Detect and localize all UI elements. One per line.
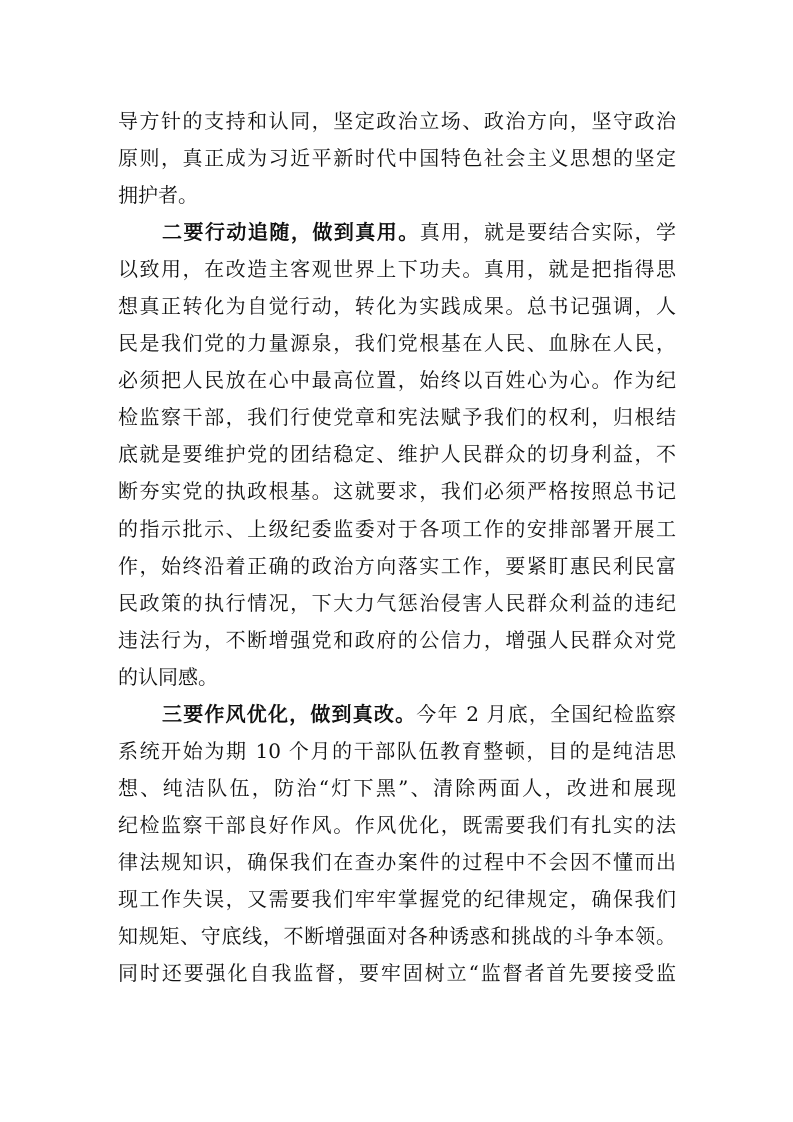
text-line [118, 844, 676, 881]
line-text: 拥护者。 [118, 183, 198, 208]
text-line [118, 585, 676, 622]
paragraph [118, 103, 676, 214]
line-text: 民政策的执行情况，下大力气惩治侵害人民群众利益的违纪 [118, 590, 676, 615]
text-line [118, 881, 676, 918]
line-text: 底就是要维护党的团结稳定、维护人民群众的切身利益，不 [118, 442, 676, 467]
text-line [118, 770, 676, 807]
line-text: 纪检监察干部良好作风。作风优化，既需要我们有扎实的法 [118, 812, 676, 837]
text-line [118, 214, 676, 251]
line-text: 想、纯洁队伍，防治“灯下黑”、清除两面人，改进和展现 [118, 775, 676, 800]
line-text: 律法规知识，确保我们在查办案件的过程中不会因不懂而出 [118, 849, 676, 874]
line-text: 导方针的支持和认同，坚定政治立场、政治方向，坚守政治 [118, 109, 676, 133]
line-text: 以致用，在改造主客观世界上下功夫。真用，就是把指得思 [118, 257, 676, 282]
line-text: 必须把人民放在心中最高位置，始终以百姓心为心。作为纪 [118, 368, 676, 393]
line-text: 知规矩、守底线，不断增强面对各种诱惑和挑战的斗争本领。 [118, 924, 676, 949]
text-line [118, 177, 676, 214]
line-text: 现工作失误，又需要我们牢牢掌握党的纪律规定，确保我们 [118, 886, 676, 911]
text-line [118, 807, 676, 844]
text-line [118, 511, 676, 548]
line-text: 原则，真正成为习近平新时代中国特色社会主义思想的坚定 [118, 146, 676, 171]
text-line [118, 362, 676, 399]
text-line [118, 955, 676, 992]
line-text: 作，始终沿着正确的政治方向落实工作，要紧盯惠民利民富 [118, 553, 676, 578]
text-line [118, 399, 676, 436]
text-line [118, 251, 676, 288]
text-line [118, 436, 676, 473]
text-line [118, 140, 676, 177]
text-line [118, 918, 676, 955]
text-line [118, 696, 676, 733]
text-line [118, 325, 676, 362]
text-line [118, 659, 676, 696]
paragraph-heading: 二要行动追随，做到真用。 [162, 220, 420, 245]
line-text: 今年 2 月底，全国纪检监察 [416, 701, 676, 726]
text-line [118, 288, 676, 325]
text-line [118, 548, 676, 585]
line-text: 检监察干部，我们行使党章和宪法赋予我们的权利，归根结 [118, 405, 676, 430]
paragraph-heading: 三要作风优化，做到真改。 [162, 701, 417, 726]
line-text: 想真正转化为自觉行动，转化为实践成果。总书记强调，人 [118, 294, 676, 319]
line-text: 断夯实党的执政根基。这就要求，我们必须严格按照总书记 [118, 479, 676, 504]
line-text: 同时还要强化自我监督，要牢固树立“监督者首先要接受监 [118, 961, 676, 986]
text-line [118, 733, 676, 770]
line-text: 民是我们党的力量源泉，我们党根基在人民、血脉在人民， [118, 331, 676, 356]
text-line [118, 103, 676, 140]
document-body [118, 103, 676, 992]
line-text: 的指示批示、上级纪委监委对于各项工作的安排部署开展工 [118, 516, 676, 541]
text-line [118, 473, 676, 510]
line-text: 违法行为，不断增强党和政府的公信力，增强人民群众对党 [118, 627, 676, 652]
line-text: 系统开始为期 10 个月的干部队伍教育整顿，目的是纯洁思 [118, 738, 676, 763]
paragraph [118, 214, 676, 696]
line-text: 的认同感。 [118, 664, 218, 689]
paragraph [118, 696, 676, 992]
line-text: 真用，就是要结合实际，学 [419, 220, 676, 245]
text-line [118, 622, 676, 659]
